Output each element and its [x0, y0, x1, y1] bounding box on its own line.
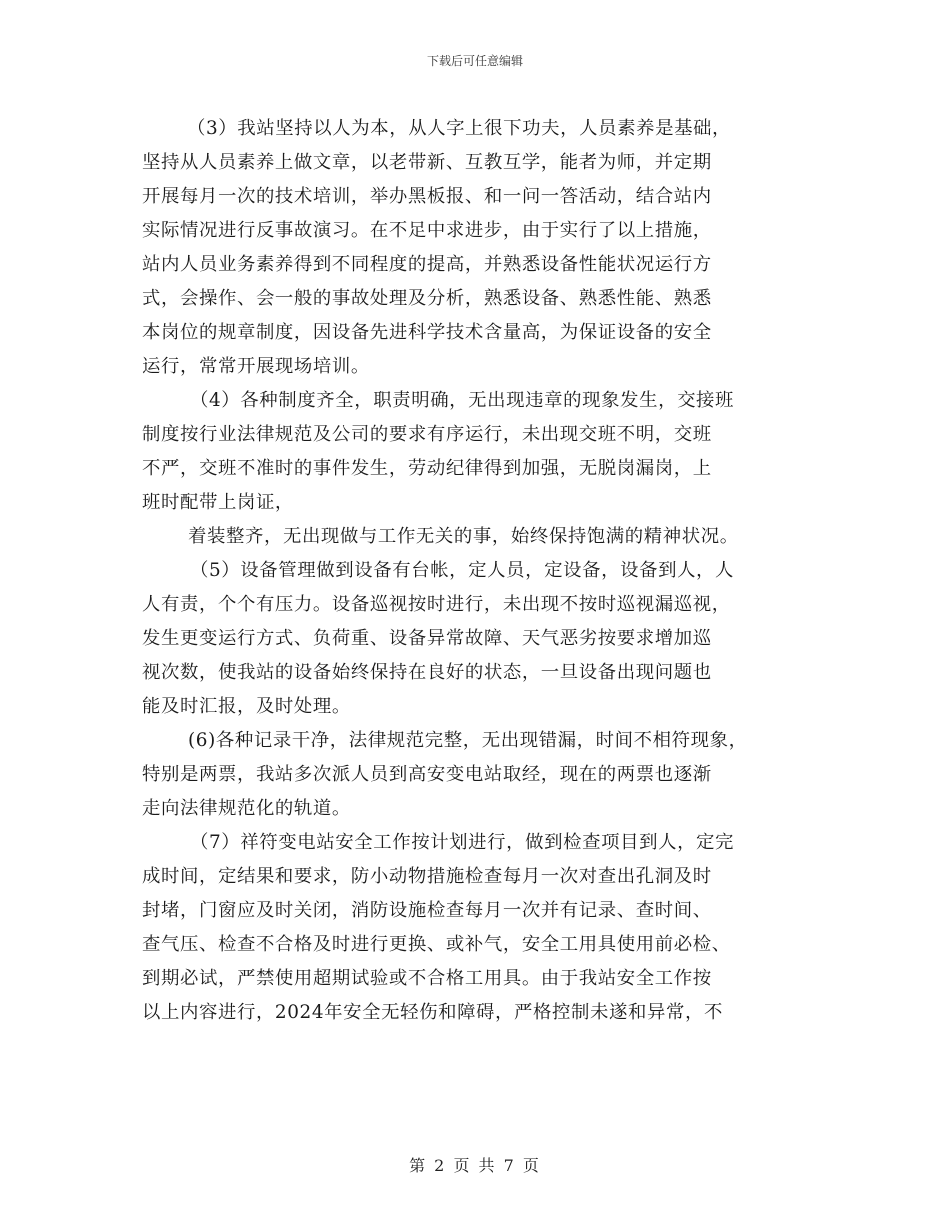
text-line: 开展每月一次的技术培训，举办黑板报、和一问一答活动，结合站内 [142, 186, 712, 207]
text-line: 能及时汇报，及时处理。 [142, 696, 351, 717]
text-line: 式，会操作、会一般的事故处理及分析，熟悉设备、熟悉性能、熟悉 [142, 288, 712, 309]
text-line: 不严，交班不准时的事件发生，劳动纪律得到加强，无脱岗漏岗，上 [142, 458, 712, 479]
text-line: 发生更变运行方式、负荷重、设备异常故障、天气恶劣按要求增加巡 [142, 628, 712, 649]
text-line: 封堵，门窗应及时关闭，消防设施检查每月一次并有记录、查时间、 [142, 900, 712, 921]
text-line: 班时配带上岗证， [142, 492, 294, 513]
text-line: 特别是两票，我站多次派人员到高安变电站取经，现在的两票也逐渐 [142, 764, 712, 785]
text-line: （3）我站坚持以人为本，从人字上很下功夫，人员素养是基础， [187, 118, 732, 139]
text-line: （7）祥符变电站安全工作按计划进行，做到检查项目到人，定完 [190, 832, 735, 853]
text-line: （4）各种制度齐全，职责明确，无出现违章的现象发生，交接班 [190, 390, 735, 411]
text-line: (6)各种记录干净，法律规范完整，无出现错漏，时间不相符现象， [188, 730, 748, 751]
document-body [142, 112, 817, 1030]
text-line: 实际情况进行反事故演习。在不足中求进步，由于实行了以上措施， [142, 220, 712, 241]
text-line: 本岗位的规章制度，因设备先进科学技术含量高，为保证设备的安全 [142, 322, 712, 343]
page-header: 下载后可任意编辑 [426, 54, 523, 68]
text-line: （5）设备管理做到设备有台帐，定人员，定设备，设备到人，人 [190, 560, 735, 581]
text-line: 视次数，使我站的设备始终保持在良好的状态，一旦设备出现问题也 [142, 662, 712, 683]
text-line: 着装整齐，无出现做与工作无关的事，始终保持饱满的精神状况。 [188, 526, 739, 547]
text-line: 以上内容进行，2024年安全无轻伤和障碍，严格控制未遂和异常，不 [142, 1002, 723, 1023]
text-line: 制度按行业法律规范及公司的要求有序运行，未出现交班不明，交班 [142, 424, 712, 445]
text-line: 坚持从人员素养上做文章，以老带新、互教互学，能者为师，并定期 [142, 152, 712, 173]
text-line: 运行，常常开展现场培训。 [142, 356, 370, 377]
text-line: 走向法律规范化的轨道。 [142, 798, 351, 819]
text-line: 查气压、检查不合格及时进行更换、或补气，安全工用具使用前必检、 [142, 934, 731, 955]
text-line: 站内人员业务素养得到不同程度的提高，并熟悉设备性能状况运行方 [142, 254, 712, 275]
text-line: 成时间，定结果和要求，防小动物措施检查每月一次对查出孔洞及时 [142, 866, 712, 887]
text-line: 人有责，个个有压力。设备巡视按时进行，未出现不按时巡视漏巡视， [142, 594, 731, 615]
page-footer: 第 2 页 共 7 页 [409, 1156, 541, 1175]
text-line: 到期必试，严禁使用超期试验或不合格工用具。由于我站安全工作按 [142, 968, 712, 989]
